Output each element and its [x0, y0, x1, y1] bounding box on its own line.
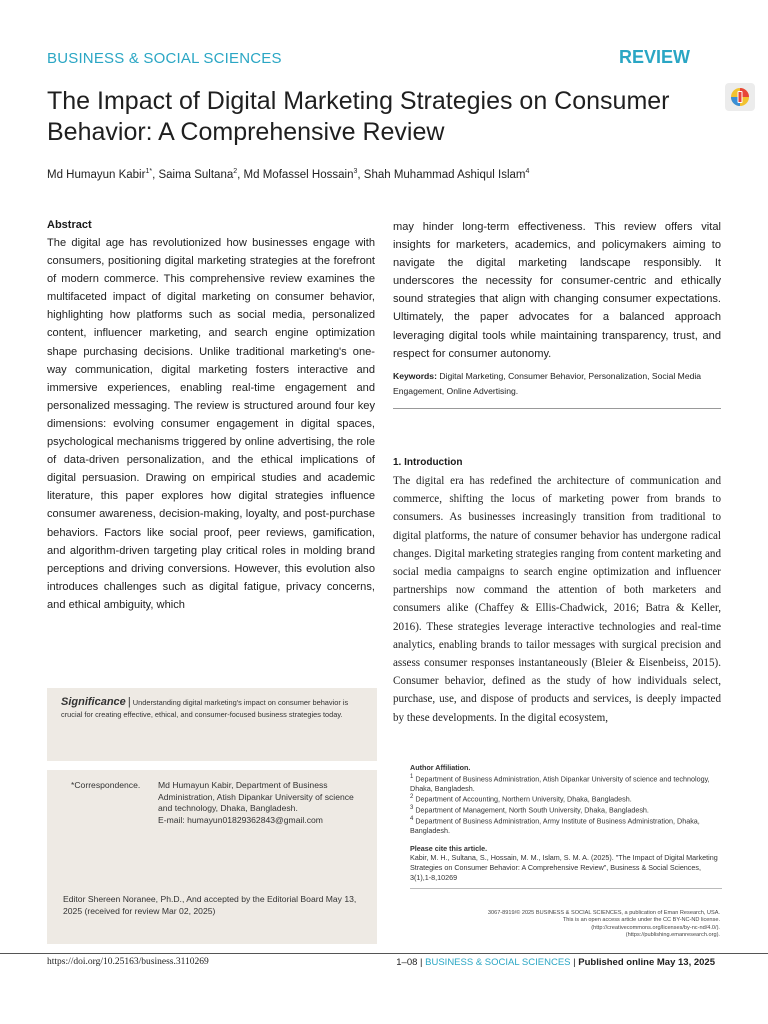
keywords [393, 369, 721, 400]
author-affiliation [410, 763, 722, 893]
significance-separator: | [127, 696, 131, 708]
author-sup: 4 [525, 168, 530, 175]
affiliation-item: $^4$ Department of Business Administration, Army Institute of Business Administration, Dhaka, Bangladesh. [410, 816, 700, 836]
abstract-text: The digital age has revolutionized how businesses engage with consumers, positioning digital marketing strategies at the forefront of modern commerce. This comprehensive review examines the multifaceted impact of digital marketing on consumer behavior, highlighting how platforms such as social media, personalized content, influencer marketing, and search engine optimization shape purchasing decisions. Unlike traditional marketing's one-way communication, digital marketing fosters interactive and immersive experiences, enabling real-time engagement and personalized messaging. The review is structured around four key dimensions: evolving consumer engagement in digital spaces, psychological mechanisms triggered by online advertising, the role of data-driven personalization, and the ethical implications of digital persuasion. Drawing on empirical studies and academic literature, this paper explores how digital strategies influence consumer awareness, decision-making, loyalty, and post-purchase behaviors. Factors like social proof, peer reviews, gamification, and algorithm-driven targeting play critical roles in molding brand perceptions and driving conversions. However, this evolution also introduces challenges such as digital fatigue, privacy concerns, and ethical ambiguity, which [47, 237, 375, 611]
divider [393, 408, 721, 409]
rights-statement [410, 910, 720, 940]
author-sup: 1* [145, 168, 153, 175]
journal-name: BUSINESS & SOCIAL SCIENCES [47, 50, 282, 67]
author-name[interactable]: Shah Muhammad Ashiqul Islam [363, 168, 526, 181]
rights-line: This is an open access article under the CC BY-NC-ND license. [562, 917, 720, 924]
correspondence-box [47, 770, 377, 944]
footer-journal: BUSINESS & SOCIAL SCIENCES [425, 957, 571, 968]
abstract-section [47, 219, 375, 614]
abstract-heading: Abstract [47, 219, 92, 231]
citation-text: Kabir, M. H., Sultana, S., Hossain, M. M., Islam, S. M. A. (2025). "The Impact of Digital Marketing Strategies on Consumer Behavior: A Comprehensive Review", Business & Social Sciences, 3(1),1-8,10269 [410, 853, 718, 882]
correspondence-address: Md Humayun Kabir, Department of Business Administration, Atish Dipankar University of science and technology, Dhaka, Bangladesh. [158, 780, 354, 813]
editor-note: Editor Shereen Noranee, Ph.D., And accepted by the Editorial Board May 13, 2025 (received for review Mar 02, 2025) [63, 894, 357, 916]
introduction-section [393, 457, 721, 727]
significance-text: Understanding digital marketing's impact on consumer behavior is crucial for creating effective, ethical, and consumer-focused business strategies today. [61, 698, 349, 719]
abstract-text-continued: may hinder long-term effectiveness. This review offers vital insights for marketers, academics, and policymakers aiming to navigate the digital marketing landscape responsibly. It underscores the necessity for consumer-centric and ethically sound strategies that align with changing consumer expectations. Ultimately, the paper advocates for a balanced approach leveraging digital tools while maintaining transparency, trust, and respect for consumer autonomy. [393, 221, 721, 360]
article-type: REVIEW [618, 47, 690, 67]
keywords-text: Digital Marketing, Consumer Behavior, Personalization, Social Media Engagement, Online Advertising. [393, 370, 702, 397]
author-sup: 3 [353, 168, 358, 175]
footer-separator: | [573, 957, 576, 968]
paper-title: The Impact of Digital Marketing Strategies on Consumer Behavior: A Comprehensive Review [47, 87, 670, 146]
license-link[interactable]: (http://creativecommons.org/licenses/by-nc-nd/4.0/). [591, 924, 720, 931]
correspondence-label: *Correspondence. [71, 780, 141, 790]
author-sup: 2 [233, 168, 238, 175]
doi-link[interactable]: https://doi.org/10.25163/business.3110269 [47, 957, 209, 967]
affiliation-item: $^3$ Department of Management, North South University, Dhaka, Bangladesh. [410, 805, 649, 815]
author-name[interactable]: Md Humayun Kabir [47, 168, 146, 181]
introduction-heading: 1. Introduction [393, 457, 463, 468]
introduction-text: The digital era has redefined the architecture of communication and commerce, shifting the locus of marketing power from brands to consumers. As businesses increasingly transition from traditional to digital platforms, the nature of consumer behavior has undergone radical changes. Digital marketing strategies ranging from content marketing and social media campaigns to search engine optimization and influencer partnerships now command the attention of both marketers and consumers alike (Chaffey & Ellis-Chadwick, 2016; Batra & Keller, 2016). These strategies leverage interactive technologies and real-time analytics, enabling brands to tailor messages with surgical precision and assess consumer responses instantaneously (Bleier & Eisenbeiss, 2015). Consumer behavior, defined as the study of how individuals select, purchase, use, and dispose of products and services, is deeply impacted by these developments. In the digital ecosystem, [393, 475, 721, 724]
significance-box [47, 688, 377, 761]
significance-label: Significance [61, 696, 126, 708]
keywords-label: Keywords: [393, 370, 437, 381]
affiliation-heading: Author Affiliation. [410, 763, 471, 772]
footer-separator: | [420, 957, 423, 968]
footer-info [396, 957, 715, 968]
author-list: Md Humayun Kabir$^{1*}$, Saima Sultana$^2$, Md Mofassel Hossain$^3$, Shah Muhammad Ashiqul Islam$^4$ [47, 168, 530, 181]
author-name[interactable]: Md Mofassel Hossain [243, 168, 354, 181]
abstract-continued [393, 218, 721, 409]
rights-line: 3067-8919/© 2025 BUSINESS & SOCIAL SCIENCES, a publication of Eman Research, USA. [487, 910, 720, 916]
author-name[interactable]: Saima Sultana [158, 168, 234, 181]
published-date: Published online May 13, 2025 [578, 957, 715, 968]
crossmark-icon[interactable] [725, 83, 755, 111]
divider [410, 888, 722, 889]
affiliation-item: $^2$ Department of Accounting, Northern University, Dhaka, Bangladesh. [410, 794, 632, 804]
citation-heading: Please cite this article. [410, 843, 488, 853]
footer-divider [0, 953, 768, 954]
page-range: 1–08 [396, 957, 418, 968]
affiliation-item: $^1$ Department of Business Administration, Atish Dipankar University of science and technology, Dhaka, Bangladesh. [410, 773, 710, 793]
publisher-link[interactable]: (https://publishing.emanresearch.org). [625, 932, 720, 939]
correspondence-email[interactable]: E-mail: humayun01829362843@gmail.com [158, 814, 323, 825]
